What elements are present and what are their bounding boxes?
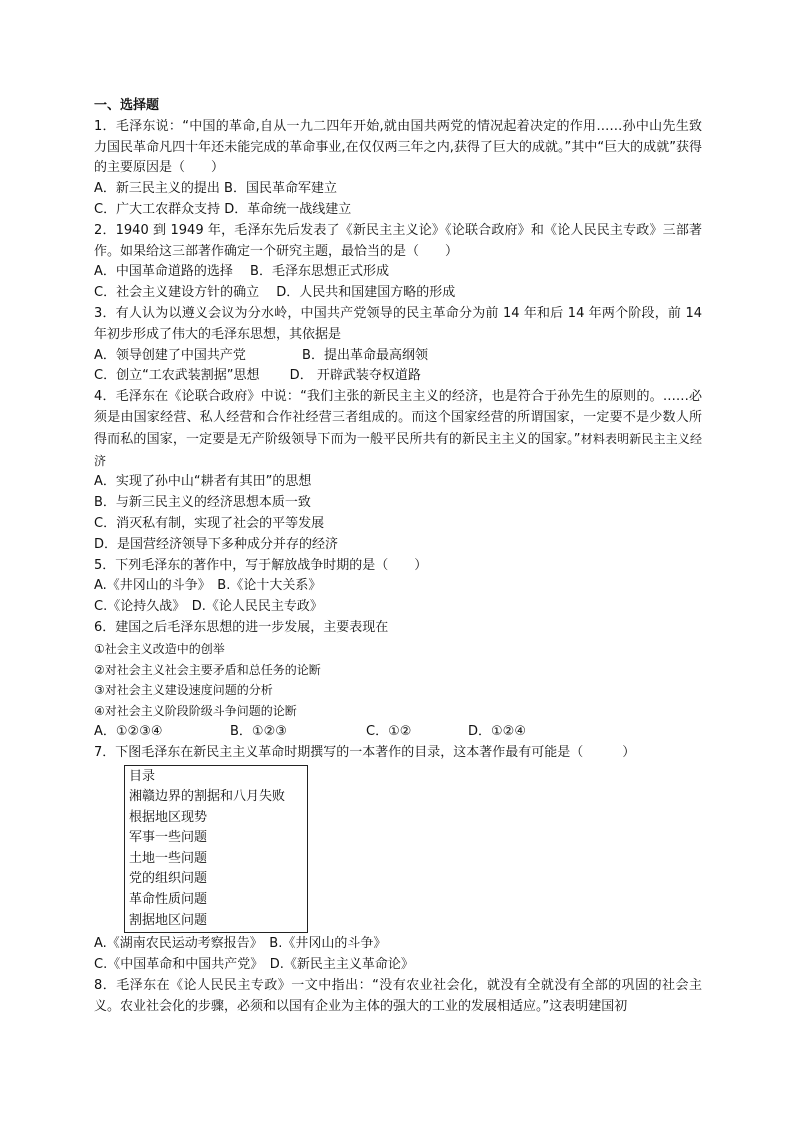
question-3: [94, 304, 702, 387]
question-6-item-1: ①社会主义改造中的创举: [94, 641, 225, 656]
question-7-options-cd: C.《中国革命和中国共产党》 D.《新民主主义革命论》: [94, 957, 414, 973]
toc-heading: 目录: [129, 768, 156, 784]
question-2-options-ab: A．中国革命道路的选择 B．毛泽东思想正式形成: [94, 264, 389, 280]
question-3-options-cd: C．创立“工农武装割据”思想 D． 开辟武装夺权道路: [94, 368, 421, 384]
question-8-stem: 8．毛泽东在《论人民民主专政》一文中指出：“没有农业社会化，就没有全就没有全部的巩固的社会主义。农业社会化的步骤，必须和以国有企业为主体的强大的工业的发展相适应。”这表明建国初: [94, 977, 702, 1014]
question-6-choice-d: D．①②④: [468, 723, 526, 739]
question-1-options-ab: A．新三民主义的提出 B．国民革命军建立: [94, 181, 337, 197]
exam-content: [94, 96, 702, 1017]
question-6-item-2: ②对社会主义社会主要矛盾和总任务的论断: [94, 662, 321, 677]
toc-item-2: 根据地区现势: [129, 809, 208, 825]
question-6: [94, 618, 702, 743]
question-5: [94, 556, 702, 618]
question-1: [94, 117, 702, 221]
question-1-options-cd: C．广大工农群众支持 D．革命统一战线建立: [94, 201, 352, 217]
question-4-option-d: D．是国营经济领导下多种成分并存的经济: [94, 536, 339, 552]
question-6-item-3: ③对社会主义建设速度问题的分析: [94, 683, 273, 698]
question-6-choice-b: B．①②③: [230, 723, 287, 739]
question-4-option-b: B．与新三民主义的经济思想本质一致: [94, 495, 311, 511]
toc-item-7: 割据地区问题: [129, 912, 208, 928]
question-2: [94, 221, 702, 304]
question-3-options-ab: A．领导创建了中国共产党 B．提出革命最高纲领: [94, 347, 428, 363]
question-6-choice-c: C．①②: [366, 723, 412, 739]
question-6-item-4: ④对社会主义阶段阶级斗争问题的论断: [94, 704, 297, 719]
toc-item-3: 军事一些问题: [129, 830, 208, 846]
section-title: 一、选择题: [94, 98, 160, 113]
question-4-stem: [94, 387, 702, 472]
toc-item-4: 土地一些问题: [129, 850, 208, 866]
toc-item-5: 党的组织问题: [129, 871, 208, 887]
question-4-stem-tail: 材料表明新民主主义经济: [94, 431, 702, 468]
question-6-stem: 6．建国之后毛泽东思想的进一步发展，主要表现在: [94, 619, 389, 635]
table-of-contents-box: [124, 765, 308, 934]
question-7-options-ab: A.《湖南农民运动考察报告》 B.《井冈山的斗争》: [94, 936, 387, 952]
question-7: [94, 743, 702, 976]
question-4-stem-main: 4．毛泽东在《论联合政府》中说：“我们主张的新民主主义的经济，也是符合于孙先生的原则的。……必须是由国家经营、私人经营和合作社经营三者组成的。而这个国家经营的所谓国家，一定要不是少数人所得而私的国家，一定要是无产阶级领导下而为一般平民所共有的新民主主义的国家。”: [94, 389, 702, 447]
question-3-stem: 3．有人认为以遵义会议为分水岭，中国共产党领导的民主革命分为前 14 年和后 14 年两个阶段，前 14 年初步形成了伟大的毛泽东思想，其依据是: [94, 305, 702, 342]
toc-item-1: 湘赣边界的割据和八月失败: [129, 789, 286, 805]
question-6-choices: [94, 722, 702, 743]
question-7-stem: 7．下图毛泽东在新民主主义革命时期撰写的一本著作的目录，这本著作最有可能是（ ）: [94, 744, 636, 760]
question-5-stem: 5．下列毛泽东的著作中，写于解放战争时期的是（ ）: [94, 557, 428, 573]
question-1-stem: 1．毛泽东说：“中国的革命,自从一九二四年开始,就由国共两党的情况起着决定的作用……孙中山先生致力国民革命凡四十年还未能完成的革命事业,在仅仅两三年之内,获得了巨大的成就。”其中“巨大的成就”获得的主要原因是（ ）: [94, 118, 702, 176]
question-4: [94, 387, 702, 555]
question-2-options-cd: C．社会主义建设方针的确立 D．人民共和国建国方略的形成: [94, 285, 456, 301]
question-5-options-ab: A.《井冈山的斗争》 B.《论十大关系》: [94, 578, 322, 594]
question-4-option-a: A．实现了孙中山“耕者有其田”的思想: [94, 474, 312, 490]
question-8: [94, 976, 702, 1018]
question-4-option-c: C．消灭私有制，实现了社会的平等发展: [94, 515, 325, 531]
question-6-choice-a: A．①②③④: [94, 723, 163, 739]
toc-item-6: 革命性质问题: [129, 892, 208, 908]
question-2-stem: 2．1940 到 1949 年，毛泽东先后发表了《新民主主义论》《论联合政府》和《论人民民主专政》三部著作。如果给这三部著作确定一个研究主题，最恰当的是（ ）: [94, 222, 702, 259]
question-5-options-cd: C.《论持久战》 D.《论人民民主专政》: [94, 599, 323, 615]
